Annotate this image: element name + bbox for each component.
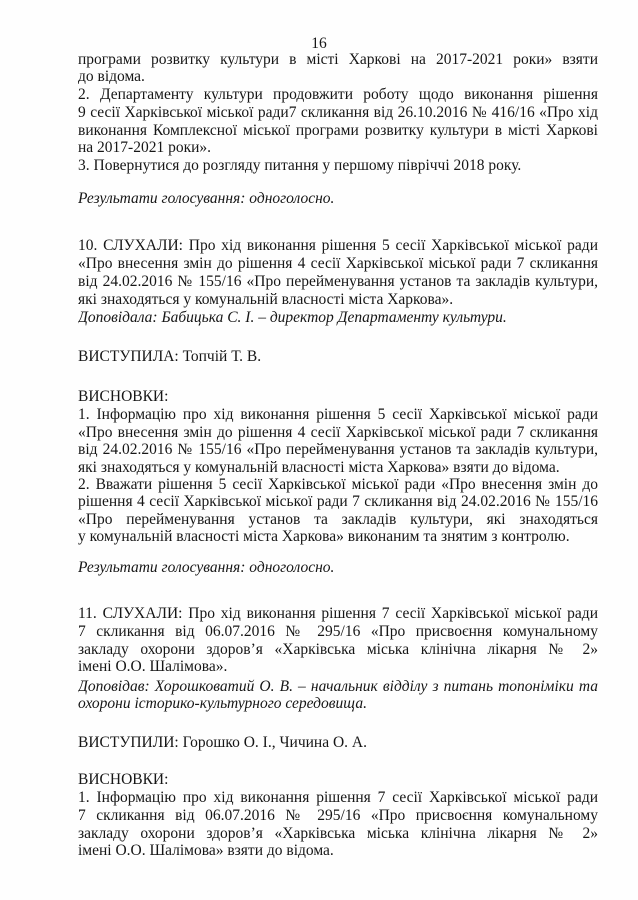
text-line: «Про внесення змін до рішення 4 сесії Харківської міської ради 7 скликання xyxy=(78,255,598,272)
text-line: 1. Інформацію про хід виконання рішення 5 сесії Харківської міської ради xyxy=(78,406,598,423)
text-line: на 2017-2021 роки». xyxy=(78,139,212,156)
text-line: «Про внесення змін до рішення 4 сесії Харківської міської ради 7 скликання xyxy=(78,424,598,441)
text-line: закладу охорони здоров’я «Харківська міська клінічна лікарня № 2» xyxy=(78,641,598,658)
text-line: імені О.О. Шалімова» взяти до відома. xyxy=(78,842,334,859)
text-line: ВИСТУПИЛИ: Горошко О. І., Чичина О. А. xyxy=(78,734,367,751)
speaker-line: охорони історико-культурного середовища. xyxy=(78,695,367,712)
conclusions-heading: ВИСНОВКИ: xyxy=(78,388,169,405)
text-line: до відома. xyxy=(78,68,145,85)
text-line: 7 скликання від 06.07.2016 № 295/16 «Про присвоєння комунальному xyxy=(78,807,598,824)
voting-result: Результати голосування: одноголосно. xyxy=(78,190,335,207)
page-number: 16 xyxy=(311,35,327,52)
text-line: закладу охорони здоров’я «Харківська міська клінічна лікарня № 2» xyxy=(78,825,598,842)
text-line: «Про перейменування установ та закладів культури, які знаходяться xyxy=(78,511,598,528)
text-line: 2. Вважати рішення 5 сесії Харківської міської ради «Про внесення змін до xyxy=(78,476,598,493)
text-line: 1. Інформацію про хід виконання рішення 7 сесії Харківської міської ради xyxy=(78,789,598,806)
text-line: 3. Повернутися до розгляду питання у першому півріччі 2018 року. xyxy=(78,157,522,174)
text-line: програми розвитку культури в місті Харкові на 2017-2021 роки» взяти xyxy=(78,51,598,68)
text-line: ВИСТУПИЛА: Топчій Т. В. xyxy=(78,348,262,365)
speaker-line: Доповідав: Хорошковатий О. В. – начальник відділу з питань топоніміки та xyxy=(78,678,598,695)
text-line: у комунальній власності міста Харкова» виконаним та знятим з контролю. xyxy=(78,528,570,545)
text-line: 7 скликання від 06.07.2016 № 295/16 «Про присвоєння комунальному xyxy=(78,623,598,640)
speaker-line: Доповідала: Бабицька С. І. – директор Департаменту культури. xyxy=(78,309,507,326)
text-line: від 24.02.2016 № 155/16 «Про перейменування установ та закладів культури, xyxy=(78,273,598,290)
text-line: 9 сесії Харківської міської ради7 скликання від 26.10.2016 № 416/16 «Про хід xyxy=(78,104,598,121)
conclusions-heading: ВИСНОВКИ: xyxy=(78,771,169,788)
text-line: від 24.02.2016 № 155/16 «Про перейменування установ та закладів культури, xyxy=(78,441,598,458)
text-line: які знаходяться у комунальній власності міста Харкова». xyxy=(78,291,454,308)
text-line: виконання Комплексної міської програми розвитку культури в місті Харкові xyxy=(78,122,598,139)
text-line: 2. Департаменту культури продовжити роботу щодо виконання рішення xyxy=(78,86,598,103)
voting-result: Результати голосування: одноголосно. xyxy=(78,559,335,576)
text-line: рішення 4 сесії Харківської міської ради 7 скликання від 24.02.2016 № 155/16 xyxy=(78,493,598,510)
text-line: імені О.О. Шалімова». xyxy=(78,658,228,675)
text-line: які знаходяться у комунальній власності міста Харкова» взяти до відома. xyxy=(78,459,560,476)
text-line: 11. СЛУХАЛИ: Про хід виконання рішення 7 сесії Харківської міської ради xyxy=(78,605,598,622)
text-line: 10. СЛУХАЛИ: Про хід виконання рішення 5 сесії Харківської міської ради xyxy=(78,237,598,254)
